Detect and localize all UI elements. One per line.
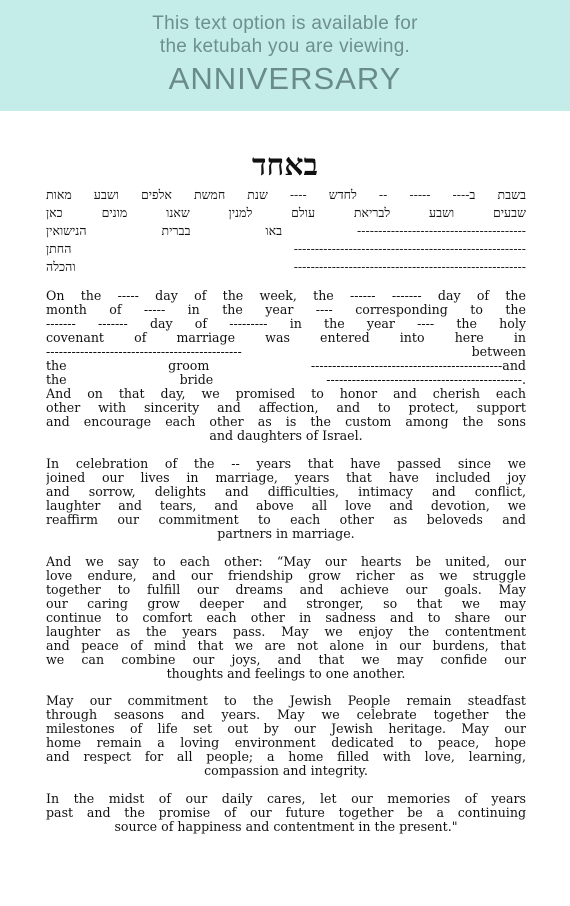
text-line: May our commitment to the Jewish People remain steadfast xyxy=(46,694,526,708)
text-line: milestones of life set out by our Jewish heritage. May our xyxy=(46,722,526,736)
text-line: through seasons and years. May we celebrate together the xyxy=(46,708,526,722)
banner-line-2: the ketubah you are viewing. xyxy=(159,36,411,57)
text-line: compassion and integrity. xyxy=(204,764,368,778)
text-line: joined our lives in marriage, years that have included joy xyxy=(46,471,526,485)
text-line: month of ----- in the year ---- corresponding to the xyxy=(46,303,526,317)
text-line: And we say to each other: “May our hearts be united, our xyxy=(46,555,526,569)
text-line: we can combine our joys, and that we may confide our xyxy=(46,653,526,667)
hebrew-line: ------------------------------------------------------- והכלה xyxy=(46,259,526,274)
hebrew-line: ---------------------------------------- באו בברית הנישואין xyxy=(46,223,526,238)
text-line: laughter and tears, and above all love and devotion, we xyxy=(46,499,526,513)
text-line: On the ----- day of the week, the ------ ------- day of the xyxy=(46,289,526,303)
english-paragraph-3 xyxy=(46,555,526,681)
text-line: continue to comfort each other in sadness and to share our xyxy=(46,611,526,625)
english-paragraph-5 xyxy=(46,792,526,834)
text-line: the groom ---------------------------------------------and xyxy=(46,359,526,373)
text-line: past and the promise of our future together be a continuing xyxy=(46,806,526,820)
text-line: thoughts and feelings to one another. xyxy=(166,667,406,681)
text-line: reaffirm our commitment to each other as beloveds and xyxy=(46,513,526,527)
hebrew-text xyxy=(46,186,526,276)
hebrew-line: בשבת ב---- ----- -- לחדש ---- שנת חמשת אלפים ושבע מאות xyxy=(46,187,526,202)
text-line: other with sincerity and affection, and to protect, support xyxy=(46,401,526,415)
english-paragraph-2 xyxy=(46,457,526,541)
hebrew-line: ------------------------------------------------------- החתן xyxy=(46,241,526,256)
text-line: and respect for all people; a home filled with love, learning, xyxy=(46,750,526,764)
text-line: ---------------------------------------------- between xyxy=(46,345,526,359)
hebrew-line: שבעים ושבע לבריאת עולם למנין שאנו מונים כאן xyxy=(46,205,526,220)
text-line: home remain a loving environment dedicated to peace, hope xyxy=(46,736,526,750)
text-line: covenant of marriage was entered into here in xyxy=(46,331,526,345)
text-line: laughter as the years pass. May we enjoy the contentment xyxy=(46,625,526,639)
text-line: together to fulfill our dreams and achieve our goals. May xyxy=(46,583,526,597)
text-line: our caring grow deeper and stronger, so that we may xyxy=(46,597,526,611)
banner-title: ANNIVERSARY xyxy=(168,61,402,96)
text-line: ------- ------- day of --------- in the year ---- the holy xyxy=(46,317,526,331)
text-line: love endure, and our friendship grow richer as we struggle xyxy=(46,569,526,583)
banner-line-1: This text option is available for xyxy=(152,13,418,34)
text-line: and daughters of Israel. xyxy=(209,429,363,443)
text-line: and sorrow, delights and difficulties, intimacy and conflict, xyxy=(46,485,526,499)
text-line: partners in marriage. xyxy=(217,527,355,541)
text-line: And on that day, we promised to honor and cherish each xyxy=(46,387,526,401)
english-paragraph-1 xyxy=(46,289,526,443)
text-line: and encourage each other as is the custom among the sons xyxy=(46,415,526,429)
english-paragraph-4 xyxy=(46,694,526,778)
text-line: In the midst of our daily cares, let our memories of years xyxy=(46,792,526,806)
hebrew-title: באחד xyxy=(252,148,318,183)
text-line: the bride ----------------------------------------------. xyxy=(46,373,526,387)
text-line: In celebration of the -- years that have passed since we xyxy=(46,457,526,471)
text-line: source of happiness and contentment in the present." xyxy=(114,820,458,834)
availability-banner xyxy=(0,0,570,111)
text-line: and peace of mind that we are not alone in our burdens, that xyxy=(46,639,526,653)
